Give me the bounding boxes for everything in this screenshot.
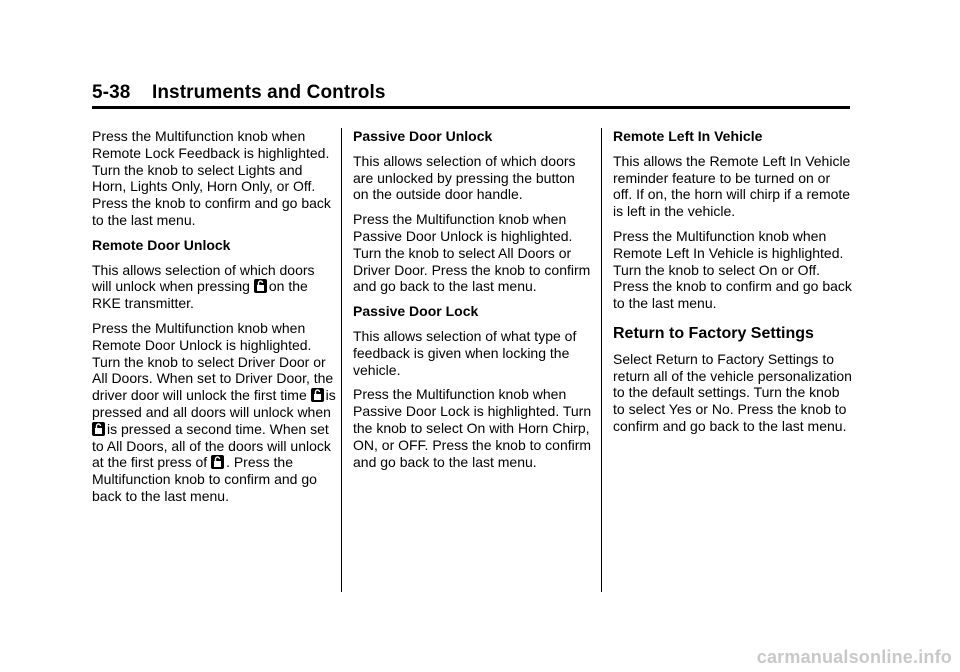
subheading-passive-door-lock: Passive Door Lock (353, 303, 479, 320)
remote-unlock-icon (254, 279, 267, 293)
column-divider-2 (601, 128, 602, 592)
subheading-remote-door-unlock: Remote Door Unlock (92, 236, 231, 253)
paragraph: Press the Multifunction knob when Remote Lock Feedback is highlighted. Turn the knob to select Lights and Horn, Lights Only, Horn Only, or Off. Press the knob to confirm and go back to the last menu. (92, 128, 331, 228)
column-1 (92, 128, 336, 513)
paragraph: Select Return to Factory Settings to return all of the vehicle personalization to the default settings. Turn the knob to select Yes or No. Press the knob to confirm and go back to the last menu. (613, 350, 852, 434)
page-title (92, 82, 386, 103)
column-2 (353, 128, 593, 478)
column-3 (613, 128, 853, 443)
paragraph: This allows the Remote Left In Vehicle reminder feature to be turned on or off. If on, the horn will chirp if a remote is left in the vehicle. (613, 152, 851, 220)
subheading-passive-door-unlock: Passive Door Unlock (353, 128, 493, 144)
remote-unlock-icon (92, 422, 105, 436)
section-title: Instruments and Controls (151, 82, 386, 103)
paragraph: Press the Multifunction knob when Remote Door Unlock is highlighted. Turn the knob to select Driver Door or All Doors. When set to Driver Door, the driver door will unlock the first time is pressed and all doors will unlock when is pressed a second time. When set to All Doors, all of the doors will unlock at the first press of . Press the Multifunction knob to confirm and go back to the last menu. (92, 319, 336, 504)
paragraph: Press the Multifunction knob when Passive Door Lock is highlighted. Turn the knob to select On with Horn Chirp, ON, or OFF. Press the knob to confirm and go back to the last menu. (353, 386, 592, 470)
remote-unlock-icon (311, 388, 324, 402)
subheading-remote-left-in-vehicle: Remote Left In Vehicle (613, 128, 763, 144)
paragraph: This allows selection of which doors will unlock when pressing on the RKE transmitter. (92, 261, 315, 312)
remote-unlock-icon (211, 455, 224, 469)
paragraph: Press the Multifunction knob when Passive Door Unlock is highlighted. Turn the knob to select All Doors or Driver Door. Press the knob to confirm and go back to the last menu. (353, 211, 591, 295)
column-divider-1 (341, 128, 342, 592)
paragraph: Press the Multifunction knob when Remote Left In Vehicle is highlighted. Turn the knob to select On or Off. Press the knob to confirm and go back to the last menu. (613, 227, 852, 312)
paragraph: This allows selection of what type of feedback is given when locking the vehicle. (353, 327, 577, 378)
paragraph: This allows selection of which doors are unlocked by pressing the button on the outside door handle. (353, 152, 576, 203)
page-header (92, 82, 852, 104)
watermark: carmanualsonline.info (756, 647, 952, 667)
page-number: 5-38 (92, 82, 131, 103)
heading-return-to-factory-settings: Return to Factory Settings (613, 324, 814, 342)
header-rule (92, 106, 850, 109)
